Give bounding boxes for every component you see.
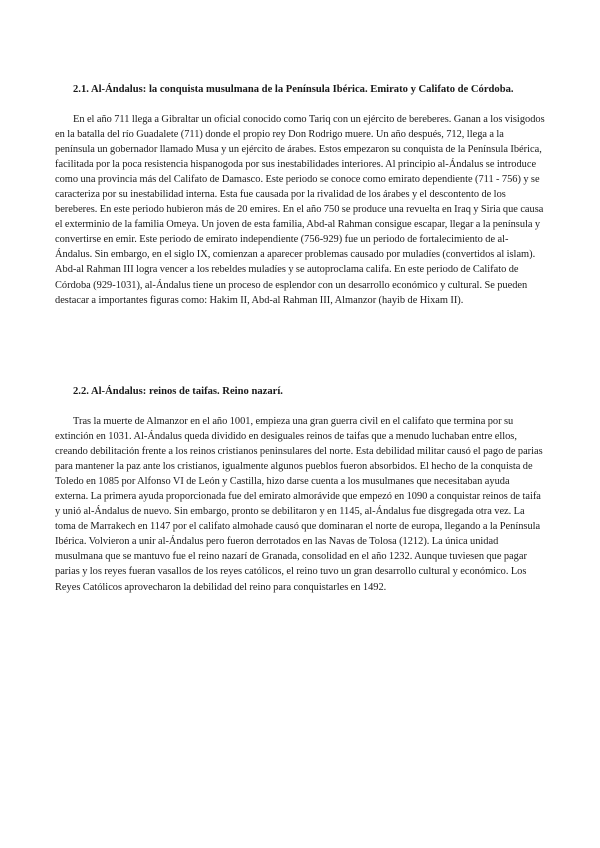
section-heading: 2.2. Al-Ándalus: reinos de taifas. Reino nazarí. bbox=[73, 386, 283, 397]
section-heading: 2.1. Al-Ándalus: la conquista musulmana de la Península Ibérica. Emirato y Califato de Córdoba. bbox=[73, 84, 514, 95]
section-emirato-califato bbox=[55, 82, 545, 308]
section-body: En el año 711 llega a Gibraltar un oficial conocido como Tariq con un ejército de bereberes. Ganan a los visigodos en la batalla del río Guadalete (711) donde el propio rey Don Rodrigo muere. Un año después, 712, llega a la península un gobernador llamado Musa y un ejército de árabes. Estos empezaron su conquista de la Península Ibérica, facilitada por la poca resistencia hispanogoda por sus inestabilidades interiores. Al principio al-Ándalus se introduce como una provincia más del Califato de Damasco. Este periodo se conoce como emirato dependiente (711 - 756) y se caracteriza por su inestabilidad interna. Esta fue causada por la rivalidad de los árabes y el descontento de los bereberes. En este periodo hubieron más de 20 emires. En el año 750 se produce una revuelta en Iraq y Siria que causa el exterminio de la familia Omeya. Un joven de esta familia, Abd-al Rahman consigue escapar, llegar a la península y convertirse en emir. Este periodo de emirato independiente (756-929) fue un periodo de fortalecimiento de al-Ándalus. Sin embargo, en el siglo IX, comienzan a aparecer problemas causado por muladíes (convertidos al islam). Abd-al Rahman III logra vencer a los rebeldes muladíes y se autoproclama califa. En este periodo de Califato de Córdoba (929-1031), al-Ándalus tiene un proceso de esplendor con un desarrollo económico y cultural. Se pueden destacar a importantes figuras como: Hakim II, Abd-al Rahman III, Almanzor (hayib de Hixam II). bbox=[55, 113, 545, 306]
section-taifas-nazari bbox=[55, 384, 545, 595]
section-body: Tras la muerte de Almanzor en el año 1001, empieza una gran guerra civil en el califato que termina por su extinción en 1031. Al-Ándalus queda dividido en desiguales reinos de taifas que a menudo luchaban entre ellos, creando debilitación frente a los reinos cristianos peninsulares del norte. Esta debilidad militar causó el pago de parias para mantener la paz ante los cristianos, igualmente algunos pueblos fueron absorbidos. El hecho de la conquista de Toledo en 1085 por Alfonso VI de León y Castilla, hizo darse cuenta a los musulmanes que necesitaban ayuda externa. La primera ayuda proporcionada fue del emirato almorávide que empezó en 1090 a conquistar reinos de taifa y unió al-Ándalus de nuevo. Sin embargo, pronto se debilitaron y en 1145, al-Ándalus fue disgregada otra vez. La toma de Marrakech en 1147 por el califato almohade causó que dominaran el norte de europa, llegando a la Península Ibérica. Volvieron a unir al-Ándalus pero fueron derrotados en las Navas de Tolosa (1212). La única unidad musulmana que se mantuvo fue el reino nazarí de Granada, consolidad en el año 1232. Aunque tuviesen que pagar parias y los reyes fueran vasallos de los reyes católicos, el reino tuvo un gran desarrollo cultural y económico. Los Reyes Católicos aprovecharon la debilidad del reino para conquistarles en 1492. bbox=[55, 415, 543, 593]
